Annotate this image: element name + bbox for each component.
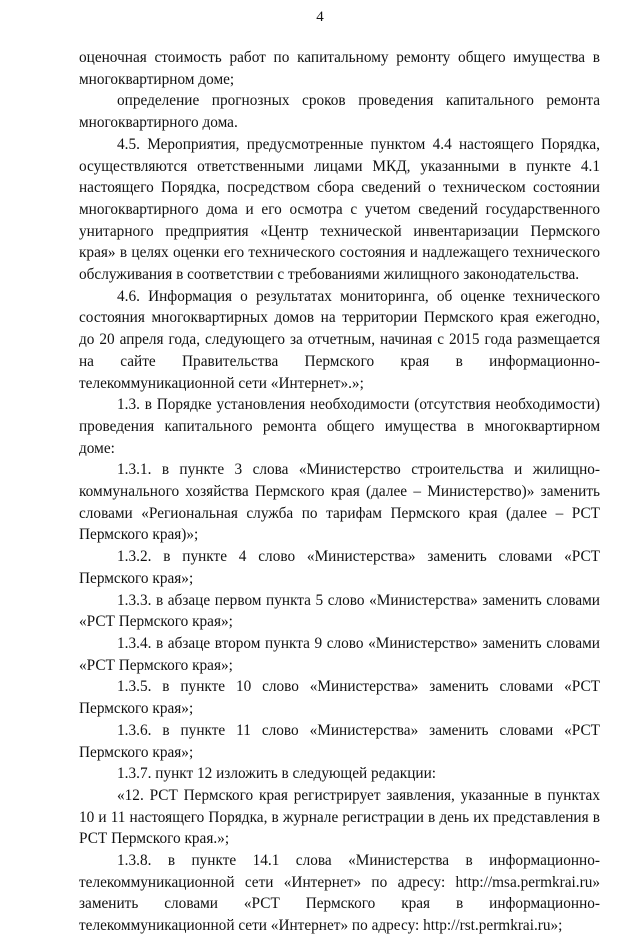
paragraph: 1.3.1. в пункте 3 слова «Министерство строительства и жилищно-коммунального хозяйства Пермского края (далее – Министерство)» заменить словами «Региональная служба по тарифам Пермского края (далее – РСТ Пермского края)»;	[79, 461, 600, 544]
paragraph: 1.3.5. в пункте 10 слово «Министерства» заменить словами «РСТ Пермского края»;	[79, 678, 600, 718]
paragraph: определение прогнозных сроков проведения капитального ремонта многоквартирного дома.	[79, 92, 600, 132]
paragraph: 1.3.2. в пункте 4 слово «Министерства» заменить словами «РСТ Пермского края»;	[79, 548, 600, 587]
paragraph: «12. РСТ Пермского края регистрирует заявления, указанные в пунктах 10 и 11 настоящего Порядка, в журнале регистрации в день их представления в РСТ Пермского края.»;	[79, 786, 600, 848]
paragraph: 4.5. Мероприятия, предусмотренные пунктом 4.4 настоящего Порядка, осуществляются ответственными лицами МКД, указанными в пункте 4.1 настоящего Порядка, посредством сбора сведений о техническом состоянии многоквартирного дома и его осмотра с учетом сведений государственного унитарного предприятия «Центр технической инвентаризации Пермского края» в целях оценки его технического состояния и надлежащего технического обслуживания в соответствии с требованиями жилищного законодательства.	[79, 135, 600, 284]
paragraph: 1.3. в Порядке установления необходимости (отсутствия необходимости) проведения капитального ремонта общего имущества в многоквартирном доме:	[79, 396, 600, 457]
paragraph: оценочная стоимость работ по капитальному ремонту общего имущества в многоквартирном доме;	[79, 49, 600, 88]
paragraph: 4.6. Информация о результатах мониторинга, об оценке технического состояния многоквартирных домов на территории Пермского края ежегодно, до 20 апреля года, следующего за отчетным, начиная с 2015 года размещается на сайте Правительства Пермского края в информационно-телекоммуникационной сети «Интернет».»;	[79, 287, 600, 392]
paragraph: 1.3.4. в абзаце втором пункта 9 слово «Министерство» заменить словами «РСТ Пермского края»;	[79, 634, 600, 674]
paragraph: 1.3.7. пункт 12 изложить в следующей редакции:	[117, 765, 437, 783]
page-number: 4	[316, 9, 324, 25]
paragraph: 1.3.8. в пункте 14.1 слова «Министерства в информационно-телекоммуникационной сети «Интернет» по адресу: http://msa.permkrai.ru» заменить словами «РСТ Пермского края в информационно-телекоммуникационной сети «Интернет» по адресу: http://rst.permkrai.ru»;	[79, 852, 600, 935]
document-body	[79, 47, 600, 937]
paragraph: 1.3.3. в абзаце первом пункта 5 слово «Министерства» заменить словами «РСТ Пермского края»;	[79, 591, 600, 631]
paragraph: 1.3.6. в пункте 11 слово «Министерства» заменить словами «РСТ Пермского края»;	[79, 721, 600, 761]
